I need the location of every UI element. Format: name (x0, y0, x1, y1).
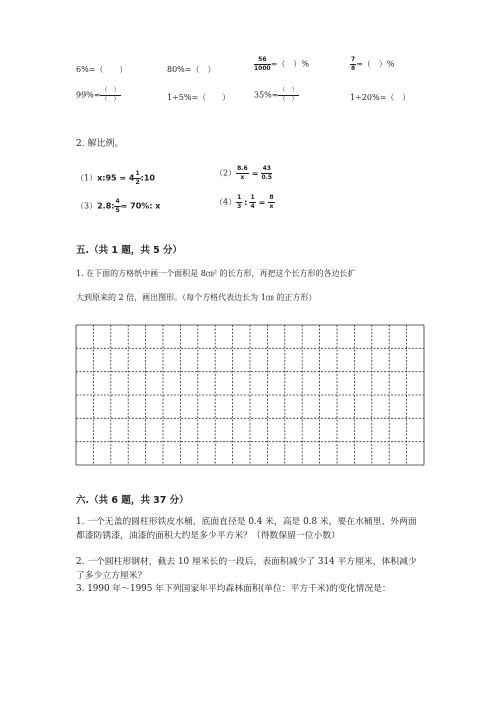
fraction-blank: $\frac{( )}{( )}$ (101, 87, 120, 103)
fraction-1-3: $\frac{1}{3}$ (237, 194, 242, 210)
grid-paper[interactable] (75, 324, 425, 466)
conversion-3: $\frac{56}{1000}$ =（ ）% (254, 56, 310, 72)
fraction-43-0.5: $\frac{43}{0.5}$ (261, 165, 273, 181)
conversion-1: 6%=（ ） (76, 65, 128, 74)
proportion-4: （4） $\frac{1}{3}$ : $\frac{1}{4}$ = $\frac{8}{x}$ (215, 194, 274, 210)
conversion-6: 1÷5%=（ ） (167, 93, 231, 102)
section-5-heading: 五.（共 1 题，共 5 分） (76, 245, 183, 256)
section-6-heading: 六.（共 6 题，共 37 分） (76, 495, 189, 506)
section-6-q2: 2. 一个圆柱形钢材，截去 10 厘米长的一段后，表面积减少了 314 平方厘米，体积减少了多少立方厘米？ (76, 557, 417, 581)
conversion-4: $\frac{7}{8}$ =（ ）% (351, 56, 395, 72)
section-6-q3: 3. 1990 年～1995 年下列国家年平均森林面积(单位：平方千米)的变化情况是： (76, 584, 391, 594)
fraction-8.6-x: $\frac{8.6}{x}$ (237, 165, 248, 181)
fraction-4-5: $\frac{4}{5}$ (115, 198, 120, 214)
section-6-q1: 1. 一个无盖的圆柱形铁皮水桶，底面直径是 0.4 米，高是 0.8 米，要在水桶里、外两面都漆防锈漆，油漆的面积大约是多少平方米？（得数保留一位小数） (76, 517, 417, 541)
fraction-blank: $\frac{( )}{( )}$ (279, 87, 298, 103)
fraction-8-x: $\frac{8}{x}$ (269, 194, 274, 210)
proportion-3: （3）2.8: $\frac{4}{5}$ = 70%: x (76, 198, 161, 214)
proportion-2: （2） $\frac{8.6}{x}$ = $\frac{43}{0.5}$ (215, 165, 273, 181)
conversion-2: 80%=（ ） (167, 65, 216, 74)
section-5-q1-line2: 大到原来的 2 倍，画出图形。（每个方格代表边长为 1㎝ 的正方形） (76, 293, 317, 302)
question-2-title: 2. 解比例。 (76, 139, 124, 149)
fraction-1-4: $\frac{1}{4}$ (250, 194, 255, 210)
fraction-56-1000: $\frac{56}{1000}$ (254, 56, 271, 72)
conversion-8: 1÷20%=（ ） (350, 93, 411, 102)
section-5-q1-line1: 1. 在下面的方格纸中画一个面积是 8㎝² 的长方形，再把这个长方形的各边长扩 (76, 269, 356, 278)
conversion-7: 35%= $\frac{( )}{( )}$ (254, 87, 298, 103)
fraction-7-8: $\frac{7}{8}$ (351, 56, 356, 72)
conversion-5: 99%= $\frac{( )}{( )}$ (76, 87, 120, 103)
fraction-1-2: $\frac{1}{2}$ (135, 170, 140, 186)
proportion-1: （1）x:95 = 4 $\frac{1}{2}$ :10 (76, 170, 155, 186)
